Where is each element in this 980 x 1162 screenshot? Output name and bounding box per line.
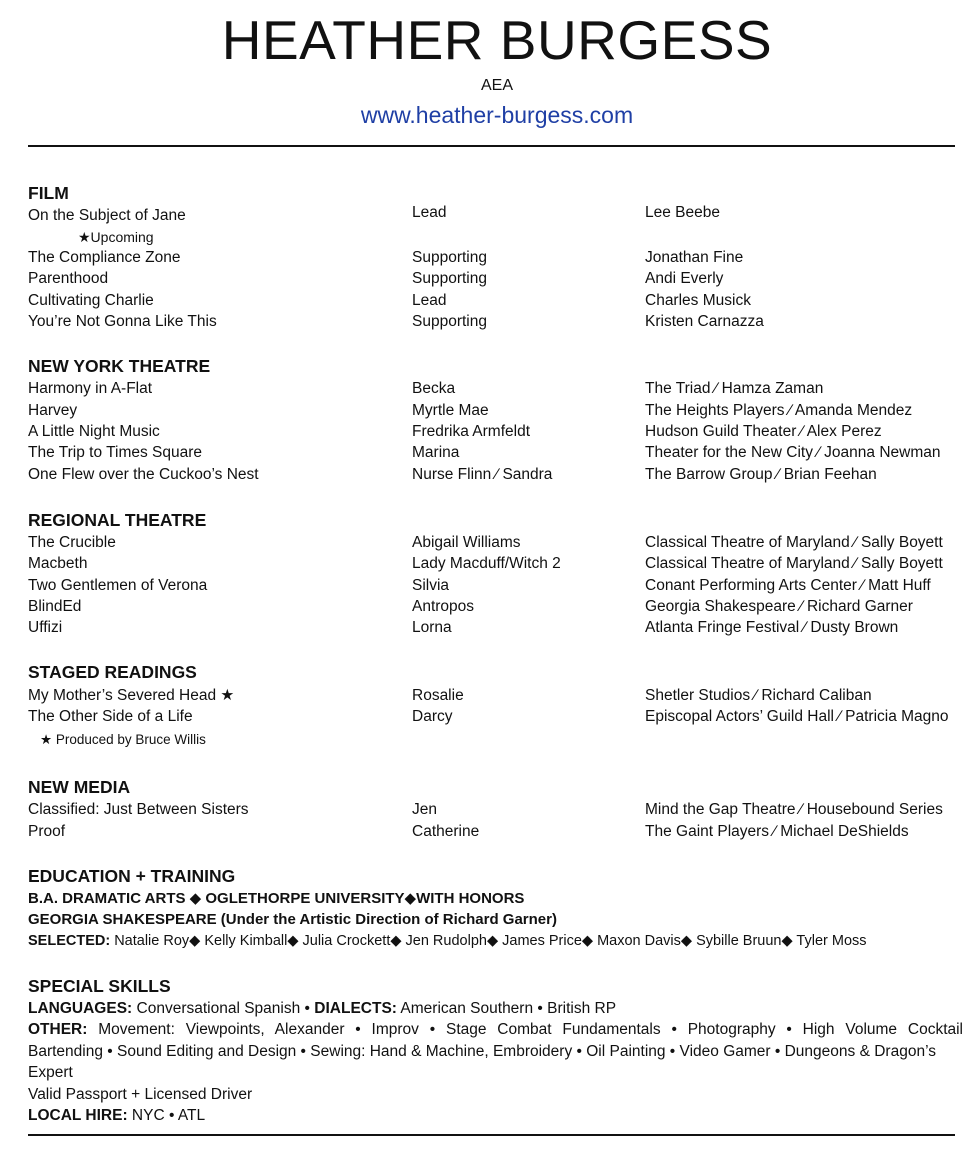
credit-company: Charles Musick <box>645 292 751 309</box>
ny-theatre-row <box>28 443 973 463</box>
regional-row <box>28 618 973 638</box>
section-title-film: FILM <box>28 183 69 203</box>
credit-role: Supporting <box>412 313 487 330</box>
reading-row <box>28 686 973 706</box>
top-divider <box>28 145 955 147</box>
education-degree: B.A. DRAMATIC ARTS ◆ OGLETHORPE UNIVERSITY◆WITH HONORS <box>28 890 525 907</box>
regional-row <box>28 554 973 574</box>
section-title-staged-readings: STAGED READINGS <box>28 662 197 682</box>
skills-languages <box>28 998 963 1020</box>
credit-title: Parenthood <box>28 270 109 287</box>
credit-role: Catherine <box>412 823 480 840</box>
credit-role: Lorna <box>412 619 452 636</box>
credit-company: Kristen Carnazza <box>645 313 764 330</box>
other-label: OTHER: <box>28 1021 88 1038</box>
credit-role: Lead <box>412 204 447 221</box>
skills-passport: Valid Passport + Licensed Driver <box>28 1086 253 1103</box>
education-program: GEORGIA SHAKESPEARE (Under the Artistic Direction of Richard Garner) <box>28 911 557 928</box>
credit-company: Hudson Guild Theater ∕ Alex Perez <box>645 423 882 440</box>
section-title-regional-theatre: REGIONAL THEATRE <box>28 510 207 530</box>
credit-company: The Gaint Players ∕ Michael DeShields <box>645 823 909 840</box>
credit-title: Uffizi <box>28 619 63 636</box>
credit-title: On the Subject of Jane <box>28 207 186 224</box>
credit-company: Andi Everly <box>645 270 724 287</box>
ny-theatre-row <box>28 422 973 442</box>
ny-theatre-row <box>28 379 973 399</box>
film-row <box>28 269 973 289</box>
film-row <box>28 206 973 226</box>
credit-company: Atlanta Fringe Festival ∕ Dusty Brown <box>645 619 899 636</box>
credit-company: Shetler Studios ∕ Richard Caliban <box>645 687 872 704</box>
credit-role: Silvia <box>412 577 450 594</box>
skills-other-line-2: Bartending • Sound Editing and Design • Sewing: Hand & Machine, Embroidery • Oil Painting • Video Gamer • Dungeons & Dragon’s <box>28 1043 936 1060</box>
education-selected <box>28 931 963 953</box>
credit-role: Abigail Williams <box>412 534 521 551</box>
credit-company: The Barrow Group ∕ Brian Feehan <box>645 466 877 483</box>
selected-teachers: Natalie Roy◆ Kelly Kimball◆ Julia Crockett◆ Jen Rudolph◆ James Price◆ Maxon Davis◆ Sybille Bruun◆ Tyler Moss <box>114 933 867 949</box>
dialects-text: American Southern • British RP <box>400 1000 617 1017</box>
credit-title: You’re Not Gonna Like This <box>28 313 217 330</box>
credit-company: Lee Beebe <box>645 204 720 221</box>
credit-title: Two Gentlemen of Verona <box>28 577 208 594</box>
languages-text: Conversational Spanish • <box>136 1000 310 1017</box>
credit-title: Harvey <box>28 402 78 419</box>
section-title-education: EDUCATION + TRAINING <box>28 866 236 886</box>
regional-row <box>28 533 973 553</box>
section-title-new-media: NEW MEDIA <box>28 777 131 797</box>
credit-role: Myrtle Mae <box>412 402 489 419</box>
reading-row <box>28 707 973 727</box>
section-title-special-skills: SPECIAL SKILLS <box>28 976 171 996</box>
credit-role: Jen <box>412 801 437 818</box>
credit-title: My Mother’s Severed Head ★ <box>28 687 235 704</box>
credit-title: Classified: Just Between Sisters <box>28 801 249 818</box>
credit-title: The Other Side of a Life <box>28 708 193 725</box>
local-hire-text: NYC • ATL <box>131 1107 206 1124</box>
film-row <box>28 291 973 311</box>
producer-note: ★ Produced by Bruce Willis <box>40 732 206 747</box>
skills-other-line-1 <box>28 1019 963 1041</box>
credit-company: Classical Theatre of Maryland ∕ Sally Boyett <box>645 534 943 551</box>
credit-role: Nurse Flinn ∕ Sandra <box>412 466 553 483</box>
selected-label: SELECTED: <box>28 933 111 949</box>
languages-label: LANGUAGES: <box>28 1000 133 1017</box>
skills-other-line-3: Expert <box>28 1064 73 1081</box>
credit-role: Lead <box>412 292 447 309</box>
section-title-ny-theatre: NEW YORK THEATRE <box>28 356 211 376</box>
skills-local-hire <box>28 1105 963 1127</box>
credit-title: Proof <box>28 823 66 840</box>
credit-role: Lady Macduff/Witch 2 <box>412 555 561 572</box>
credit-role: Supporting <box>412 270 487 287</box>
credit-title: The Crucible <box>28 534 116 551</box>
credit-company: Jonathan Fine <box>645 249 744 266</box>
dialects-label: DIALECTS: <box>314 1000 397 1017</box>
ny-theatre-row <box>28 465 973 485</box>
local-hire-label: LOCAL HIRE: <box>28 1107 128 1124</box>
credit-title: Harmony in A-Flat <box>28 380 153 397</box>
credit-role: Becka <box>412 380 456 397</box>
credit-company: Theater for the New City ∕ Joanna Newman <box>645 444 941 461</box>
ny-theatre-row <box>28 401 973 421</box>
other-text: Movement: Viewpoints, Alexander • Improv • Stage Combat Fundamentals • Photography • High Volume Cocktail <box>98 1021 964 1038</box>
credit-company: Episcopal Actors’ Guild Hall ∕ Patricia Magno <box>645 708 949 725</box>
film-upcoming-note: ★Upcoming <box>78 229 154 245</box>
bottom-divider <box>28 1134 955 1136</box>
credit-company: Conant Performing Arts Center ∕ Matt Huff <box>645 577 931 594</box>
credit-role: Antropos <box>412 598 475 615</box>
credit-title: BlindEd <box>28 598 82 615</box>
credit-company: Georgia Shakespeare ∕ Richard Garner <box>645 598 913 615</box>
regional-row <box>28 576 973 596</box>
film-row <box>28 248 973 268</box>
credit-role: Rosalie <box>412 687 464 704</box>
credit-role: Fredrika Armfeldt <box>412 423 531 440</box>
union-affiliation: AEA <box>480 77 513 94</box>
resume-name: HEATHER BURGESS <box>221 9 773 71</box>
credit-title: The Trip to Times Square <box>28 444 203 461</box>
credit-title: A Little Night Music <box>28 423 160 440</box>
website-link[interactable]: www.heather-burgess.com <box>360 102 634 128</box>
credit-role: Marina <box>412 444 460 461</box>
credit-company: The Heights Players ∕ Amanda Mendez <box>645 402 913 419</box>
credit-title: Cultivating Charlie <box>28 292 154 309</box>
new-media-row <box>28 822 973 842</box>
new-media-row <box>28 800 973 820</box>
regional-row <box>28 597 973 617</box>
credit-title: The Compliance Zone <box>28 249 181 266</box>
credit-role: Darcy <box>412 708 453 725</box>
credit-company: Mind the Gap Theatre ∕ Housebound Series <box>645 801 943 818</box>
credit-role: Supporting <box>412 249 487 266</box>
credit-company: Classical Theatre of Maryland ∕ Sally Boyett <box>645 555 943 572</box>
credit-title: One Flew over the Cuckoo’s Nest <box>28 466 259 483</box>
credit-company: The Triad ∕ Hamza Zaman <box>645 380 824 397</box>
film-row <box>28 312 973 332</box>
credit-title: Macbeth <box>28 555 88 572</box>
